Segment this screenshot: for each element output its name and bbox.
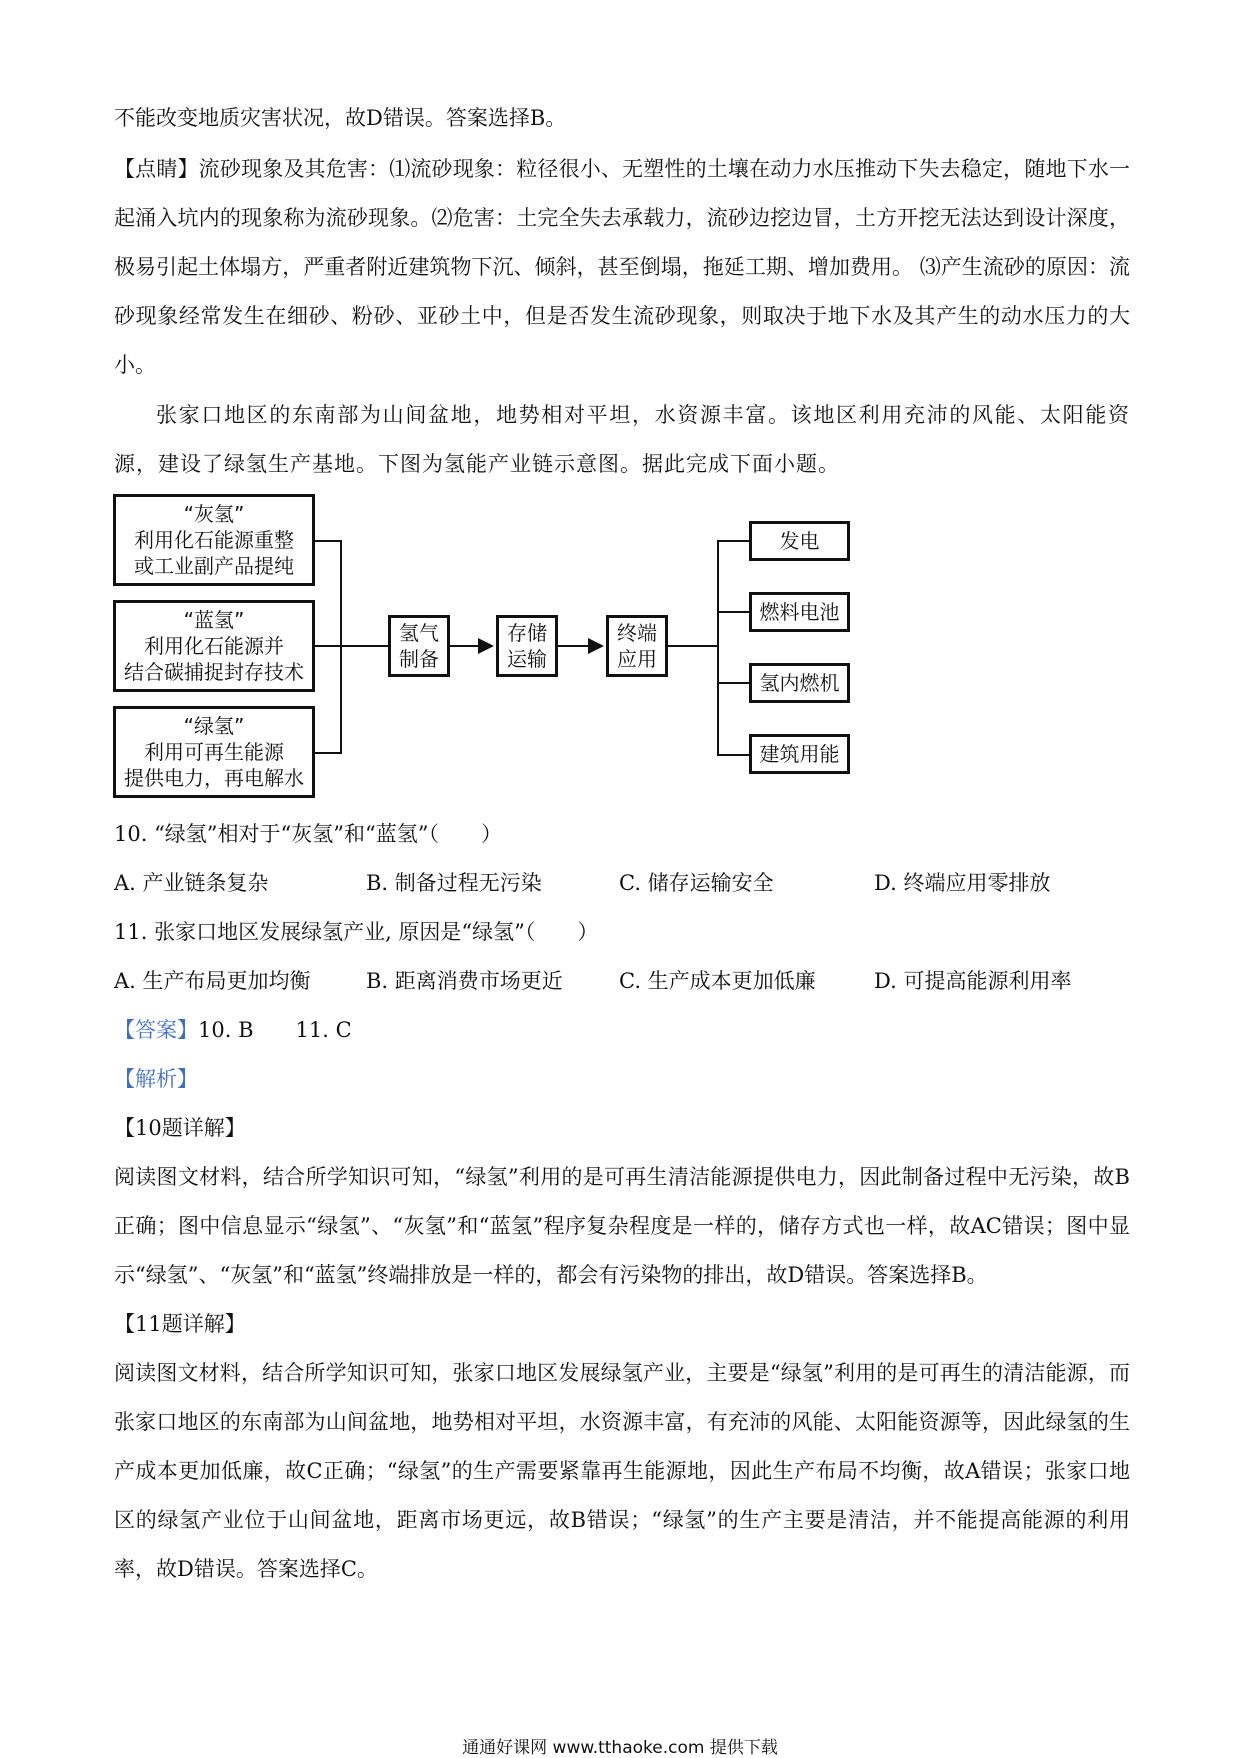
stage-box-production [388,615,450,677]
q10-detail-title: 【10题详解】 [114,1116,246,1140]
stage-storage-line2: 运输 [507,647,547,671]
connector-line [717,611,749,613]
q10-option-d: D. 终端应用零排放 [874,871,1051,895]
connector-line [717,540,749,542]
connector-line [717,540,719,755]
connector-line [340,540,342,754]
stage-box-storage [496,615,558,677]
source-green-line1: 利用可再生能源 [144,740,284,764]
arrow-line [558,645,590,647]
use-fuel-cell-label: 燃料电池 [759,600,840,624]
use-power-label: 发电 [779,529,820,553]
use-box-power [749,521,850,561]
dianjing-paragraph: 【点睛】流砂现象及其危害：⑴流砂现象：粒径很小、无塑性的土壤在动力水压推动下失去稳定，随地下水一起涌入坑内的现象称为流砂现象。⑵危害：土完全失去承载力，流砂边挖边冒，土方开挖无法达到设计深度，极易引起土体塌方，严重者附近建筑物下沉、倾斜，甚至倒塌，拖延工期、增加费用。 ⑶产生流砂的原因：流砂现象经常发生在细砂、粉砂、亚砂土中，但是否发生流砂现象，则取决于地下水及其产生的动水压力的大小。 [114,157,1130,377]
source-grey-line2: 或工业副产品提纯 [134,554,294,578]
stage-application-line1: 终端 [617,621,657,645]
q11-option-d: D. 可提高能源利用率 [874,969,1072,993]
source-box-green [113,706,315,798]
source-blue-title: “蓝氢” [183,608,245,632]
use-box-engine [749,663,850,703]
stage-box-application [606,615,668,677]
source-green-title: “绿氢” [183,714,245,738]
q11-option-b: B. 距离消费市场更近 [366,969,563,993]
analysis-label: 【解析】 [114,1067,198,1091]
arrow-head [588,638,604,654]
stage-production-line1: 氢气 [399,621,439,645]
source-green-line2: 提供电力，再电解水 [124,766,304,790]
q10-stem: 10. “绿氢”相对于“灰氢”和“蓝氢”（ ） [114,822,502,846]
connector-line [315,540,341,542]
connector-line [717,682,749,684]
answer-text: 10. B 11. C [198,1018,352,1042]
q10-option-a: A. 产业链条复杂 [114,871,269,895]
use-box-building [749,734,850,774]
arrow-line [450,645,480,647]
source-blue-line1: 利用化石能源并 [144,634,284,658]
q11-option-a: A. 生产布局更加均衡 [114,969,311,993]
q11-detail-title: 【11题详解】 [114,1312,246,1336]
page-footer: 通通好课网 www.tthaoke.com 提供下载 [462,1738,778,1758]
stage-production-line2: 制备 [399,647,439,671]
source-box-blue [113,600,315,692]
use-engine-label: 氢内燃机 [759,671,840,695]
connector-line [315,752,341,754]
answer-line [114,1016,352,1044]
q11-detail-paragraph: 阅读图文材料，结合所学知识可知，张家口地区发展绿氢产业，主要是“绿氢”利用的是可再生的清洁能源，而张家口地区的东南部为山间盆地，地势相对平坦，水资源丰富，有充沛的风能、太阳能资源等，因此绿氢的生产成本更加低廉，故C正确；“绿氢”的生产需要紧靠再生能源地，因此生产布局不均衡，故A错误；张家口地区的绿氢产业位于山间盆地，距离市场更远，故B错误；“绿氢”的生产主要是清洁，并不能提高能源的利用率，故D错误。答案选择C。 [114,1361,1130,1581]
source-grey-line1: 利用化石能源重整 [134,528,294,552]
q10-option-c: C. 储存运输安全 [619,871,774,895]
source-grey-title: “灰氢” [183,502,245,526]
material-paragraph: 张家口地区的东南部为山间盆地，地势相对平坦，水资源丰富。该地区利用充沛的风能、太阳能资源，建设了绿氢生产基地。下图为氢能产业链示意图。据此完成下面小题。 [114,403,1130,476]
stage-application-line2: 应用 [617,647,657,671]
q10-option-b: B. 制备过程无污染 [366,871,542,895]
stage-storage-line1: 存储 [507,621,547,645]
q11-option-c: C. 生产成本更加低廉 [619,969,816,993]
intro-line: 不能改变地质灾害状况，故D错误。答案选择B。 [114,106,567,130]
source-box-grey [113,494,315,586]
q10-detail-paragraph: 阅读图文材料，结合所学知识可知，“绿氢”利用的是可再生清洁能源提供电力，因此制备过程中无污染，故B正确；图中信息显示“绿氢”、“灰氢”和“蓝氢”程序复杂程度是一样的，储存方式也一样，故AC错误；图中显示“绿氢”、“灰氢”和“蓝氢”终端排放是一样的，都会有污染物的排出，故D错误。答案选择B。 [114,1165,1130,1287]
use-box-fuel-cell [749,592,850,632]
use-building-label: 建筑用能 [759,742,840,766]
source-blue-line2: 结合碳捕捉封存技术 [124,660,304,684]
connector-line [717,754,749,756]
answer-label: 【答案】 [114,1018,198,1042]
connector-line [668,645,718,647]
arrow-head [478,638,494,654]
q11-stem: 11. 张家口地区发展绿氢产业, 原因是“绿氢”（ ） [114,920,599,944]
connector-line [315,645,388,647]
